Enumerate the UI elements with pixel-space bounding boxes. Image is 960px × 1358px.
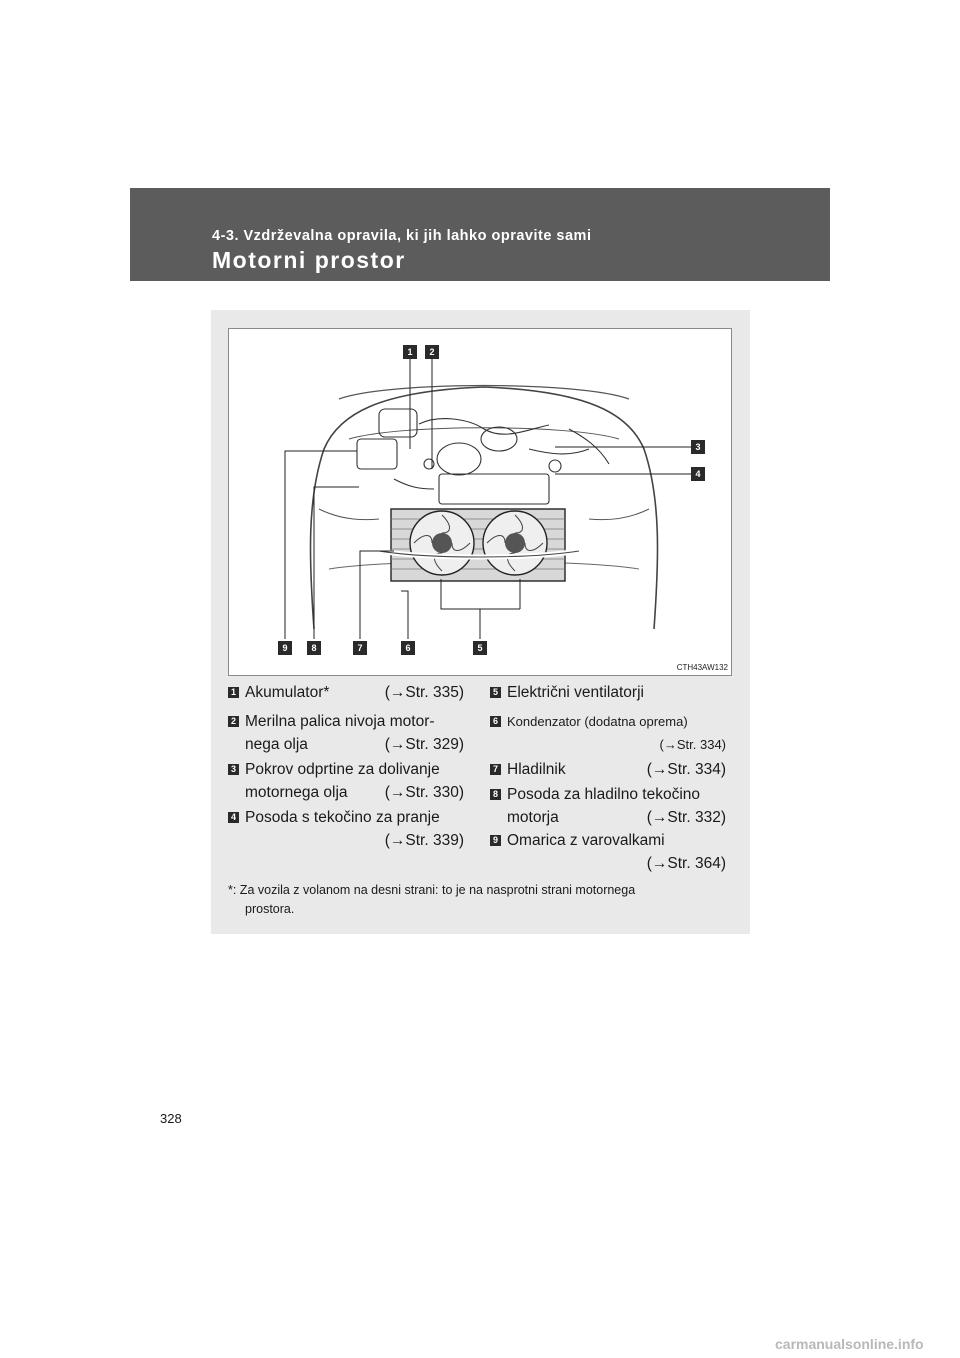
callout-8-label: 8 (311, 643, 317, 653)
legend-number-4: 4 (228, 812, 239, 823)
callout-1-label: 1 (407, 347, 413, 357)
legend-text-8b: motorja (507, 809, 559, 826)
legend-number-1: 1 (228, 687, 239, 698)
legend-ref-7: (→Str. 334) (646, 761, 726, 778)
legend-number-6: 6 (490, 716, 501, 727)
callout-3-label: 3 (695, 442, 701, 452)
callout-2-label: 2 (429, 347, 435, 357)
legend-text-9: Omarica z varovalkami (507, 832, 665, 849)
legend-number-3: 3 (228, 764, 239, 775)
legend-text-2b: nega olja (245, 736, 308, 753)
callout-7-label: 7 (357, 643, 363, 653)
section-label: 4-3. Vzdrževalna opravila, ki jih lahko opravite sami (212, 228, 592, 244)
watermark: carmanualsonline.info (775, 1336, 924, 1352)
legend-ref-8: (→Str. 332) (646, 809, 726, 826)
footnote-line-1: *: Za vozila z volanom na desni strani: to je na nasprotni strani motornega (228, 883, 636, 897)
legend-number-9: 9 (490, 835, 501, 846)
legend-text-8a: Posoda za hladilno tekočino (507, 786, 701, 803)
legend-ref-4: (→Str. 339) (384, 832, 464, 849)
legend-number-7: 7 (490, 764, 501, 775)
page-title: Motorni prostor (212, 247, 406, 273)
callout-6-label: 6 (405, 643, 411, 653)
legend-ref-6: (→Str. 334) (659, 737, 726, 752)
legend-text-3b: motornega olja (245, 784, 348, 801)
footnote-line-2: prostora. (245, 902, 295, 916)
engine-illustration (229, 329, 732, 676)
callout-4-label: 4 (695, 469, 701, 479)
legend-text-3a: Pokrov odprtine za dolivanje (245, 761, 440, 778)
legend-ref-9: (→Str. 364) (646, 855, 726, 872)
legend-ref-1: (→Str. 335) (384, 684, 464, 701)
footnote (228, 881, 733, 919)
legend-text-6: Kondenzator (dodatna oprema) (507, 714, 688, 729)
legend-number-2: 2 (228, 716, 239, 727)
legend-text-4: Posoda s tekočino za pranje (245, 809, 440, 826)
callout-9-label: 9 (282, 643, 288, 653)
legend-text-5: Električni ventilatorji (507, 684, 644, 701)
page-number: 328 (160, 1111, 182, 1126)
legend-ref-3: (→Str. 330) (384, 784, 464, 801)
legend-number-8: 8 (490, 789, 501, 800)
legend-number-5: 5 (490, 687, 501, 698)
legend-text-7: Hladilnik (507, 761, 566, 778)
engine-compartment-figure (228, 328, 732, 676)
figure-code: CTH43AW132 (676, 663, 728, 672)
legend-text-1: Akumulator* (245, 684, 330, 701)
legend-ref-2: (→Str. 329) (384, 736, 464, 753)
callout-5-label: 5 (477, 643, 483, 653)
legend-text-2a: Merilna palica nivoja motor- (245, 713, 435, 730)
